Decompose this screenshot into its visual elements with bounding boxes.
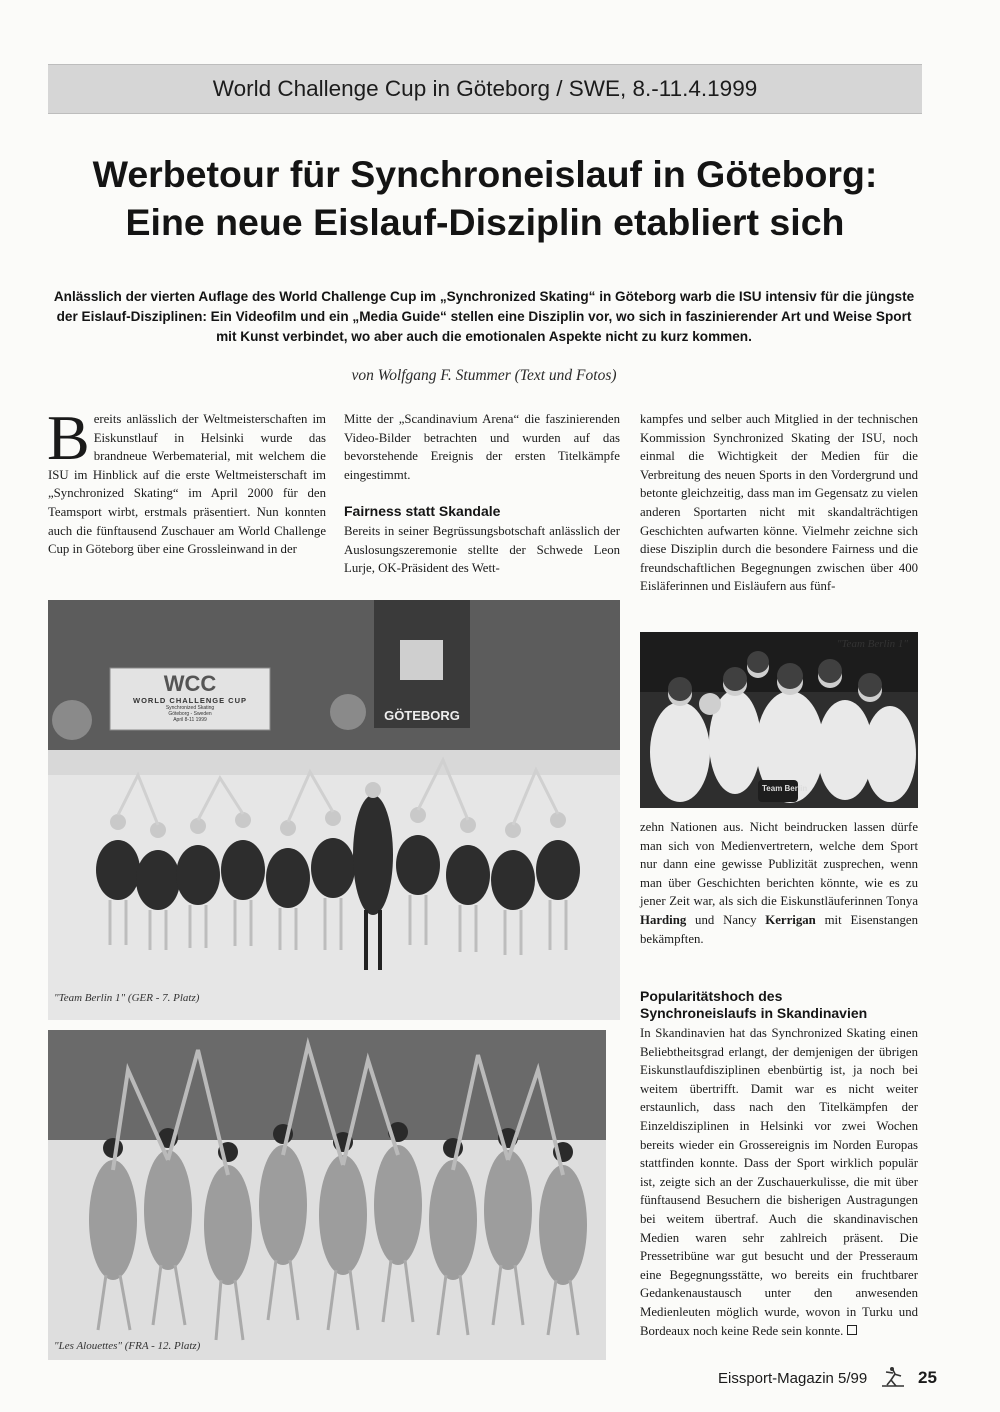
photo1-caption: "Team Berlin 1" (GER - 7. Platz) <box>54 992 200 1004</box>
article-lead: Anlässlich der vierten Auflage des World Challenge Cup im „Synchronized Skating“ in Göteborg warb die ISU intensiv für die jüngste der Eislauf-Disziplinen: Ein Videofilm und ein „Media Guide“ stellen eine Disziplin vor, wo sich in faszinierender Art und Weise Sport mit Kunst verbindet, wo aber auch die emotionalen Aspekte nicht zu kurz kommen. <box>53 289 915 344</box>
jacket-text: Team Berlin <box>762 784 808 793</box>
subhead-fairness: Fairness statt Skandale <box>344 503 501 519</box>
column-3-text-2b: und Nancy <box>686 912 766 927</box>
subhead-popularity: Popularitätshoch des Synchroneislaufs in Skandinavien <box>640 988 868 1021</box>
column-3-bottom <box>640 1024 918 1340</box>
wcc-logo: WCC <box>163 671 217 696</box>
wcc-banner-date: April 8-11 1999 <box>173 717 207 723</box>
les-alouettes-photo <box>48 1030 606 1360</box>
column-3-text: kampfes und selber auch Mitglied in der technischen Kommission Synchronized Skating der ISU, noch einmal die Wichtigkeit der Medien für die Verbreitung des neuen Sports in den Vordergrund und betonte gleichzeitig, dass man im Gegensatz zu vielen anderen Sportarten nicht mit skandalträchtigen Geschichten aufwarten könne. Vielmehr zeichne sich diese Disziplin durch die besondere Fairness und die freundschaftlichen Begegnungen zwischen über 400 Eisläferinnen und Eisläufern aus fünf- <box>640 412 918 594</box>
article-title-line1: Werbetour für Synchroneislauf in Göteborg: <box>92 153 878 195</box>
column-3-top <box>640 410 918 596</box>
column-3-text-2c: mit Eisenstangen bekämpften. <box>640 912 918 946</box>
article-title-line2: Eine neue Eislauf-Disziplin etabliert sich <box>125 201 845 243</box>
column-2-bottom <box>344 522 620 578</box>
column-2-text: Mitte der „Scandinavium Arena“ die faszinierenden Video-Bilder betrachten und wurden auf das bevorstehende Ereignis der ersten Titelkämpfe eingestimmt. <box>344 412 620 482</box>
column-1-text: ereits anlässlich der Weltmeisterschaften im Eiskunstlauf in Helsinki wurde das brandneue Werbematerial, mit welchem die ISU im Hinblick auf die erste Weltmeisterschaft im „Synchronized Skating“ im April 2000 für den Teamsport wirbt, erstmals präsentiert. Nun konnten auch die fünftausend Zuschauer am World Challenge Cup in Göteborg über eine Grossleinwand in der <box>48 412 326 557</box>
end-of-article-mark <box>847 1325 857 1335</box>
wcc-banner-title: WORLD CHALLENGE CUP <box>133 696 247 705</box>
goteborg-flag-text: GÖTEBORG <box>384 708 460 723</box>
byline: von Wolfgang F. Stummer (Text und Fotos) <box>351 367 617 384</box>
wcc-banner-sub1: Synchronized Skating <box>165 705 215 711</box>
les-alouettes-illustration <box>48 1030 606 1360</box>
skater-logo-icon <box>878 1366 908 1390</box>
column-3-text-2a: zehn Nationen aus. Nicht beindrucken lassen dürfe man sich von Medienvertretern, welche dem Sport nur dann eine gewisse Publizität zusprechen, wenn man über Geschichten berichten könnte, wie es zu jener Zeit war, als sich die Eiskunstläuferinnen Tonya <box>640 820 918 909</box>
page-number: 25 <box>918 1368 937 1387</box>
event-header-text: World Challenge Cup in Göteborg / SWE, 8.-11.4.1999 <box>212 76 758 101</box>
huddle-illustration <box>640 632 918 808</box>
team-berlin-illustration <box>48 600 620 1020</box>
article-title <box>30 150 940 246</box>
column-3-text-3: In Skandinavien hat das Synchronized Skating einen Beliebtheitsgrad erlangt, der demjenigen der übrigen Eiskunstlaufdisziplinen ebenbürtig ist, ja noch bei weitem übertrifft. Damit war es nicht weiter erstaunlich, dass nach den Titelkämpfen der Einzeldisziplinen in Helsinki vor zwei Wochen bereits wieder ein Grossereignis im Norden Europas stattfinden konnte. Dass der Sport wirklich populär ist, zeigte sich an der Zuschauerkulisse, die mit über fünftausend Besuchern die bisherigen Austragungen bei weitem übertraf. Auch die skandinavischen Medien waren sehr zahlreich präsent. Die Pressetribüne war gut besucht und der Presseraum eine Begegnungsstätte, wo bereits ein fruchtbarer Gedankenaustausch unter den anwesenden Medienleuten möglich wurde, wovon in Turku und Bordeaux noch keine Rede sein konnte. <box>640 1026 918 1338</box>
column-2-top <box>344 410 620 484</box>
event-header <box>48 64 922 114</box>
team-berlin-ice-photo <box>48 600 620 1020</box>
column-1 <box>47 402 326 559</box>
publication-footer: Eissport-Magazin 5/99 <box>718 1370 868 1387</box>
wcc-banner-sub2: Göteborg - Sweden <box>168 711 212 717</box>
name-harding: Harding <box>640 912 687 927</box>
column-3-middle <box>640 818 918 948</box>
dropcap: B <box>47 402 90 473</box>
column-3-text-2 <box>640 818 918 948</box>
photo2-caption: "Les Alouettes" (FRA - 12. Platz) <box>54 1340 201 1352</box>
column-2-text-2: Bereits in seiner Begrüssungsbotschaft anlässlich der Auslosungszeremonie stellte der Schwede Leon Lurje, OK-Präsident des Wett- <box>344 524 620 576</box>
wcc-banner <box>114 672 266 723</box>
team-berlin-huddle-photo <box>640 632 918 808</box>
name-kerrigan: Kerrigan <box>765 912 816 927</box>
photo3-caption: "Team Berlin 1" <box>836 638 908 650</box>
